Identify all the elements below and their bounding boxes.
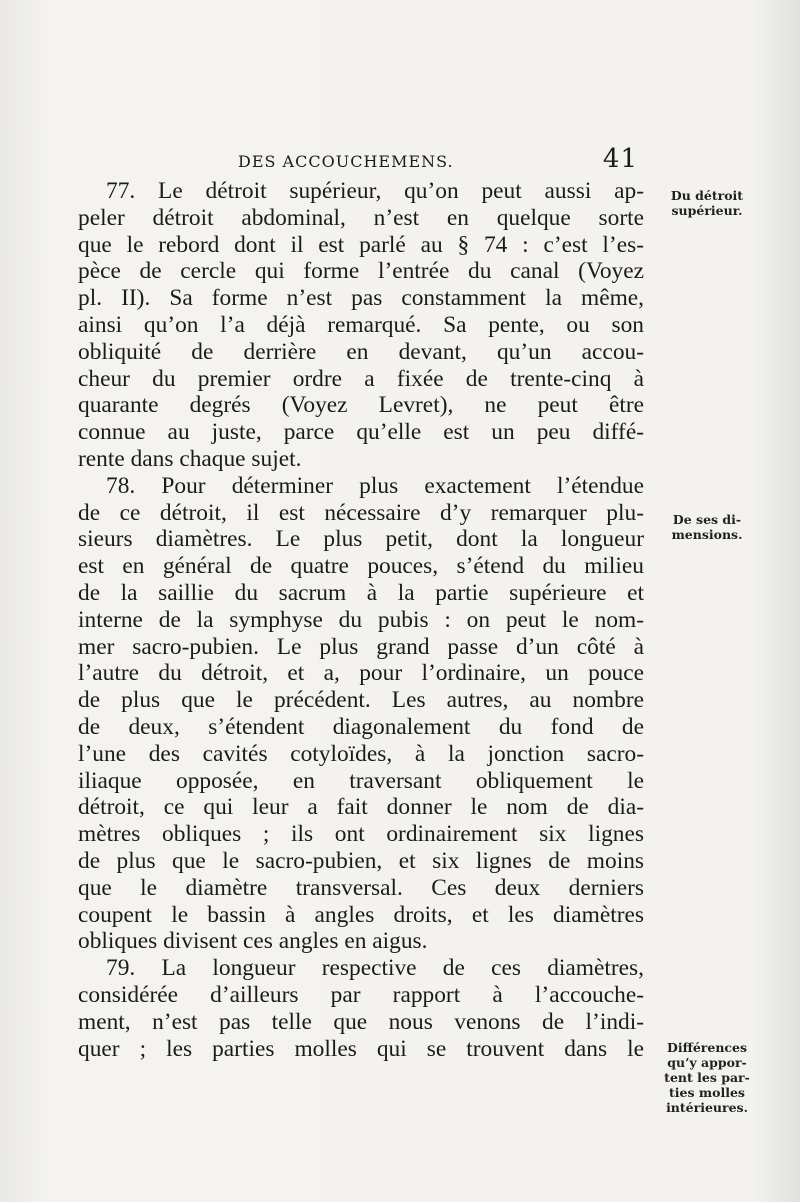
margin-note-line: supérieur. [671, 203, 743, 218]
text-line: de plus que le précédent. Les autres, au nombre [78, 687, 644, 714]
text-line: coupent le bassin à angles droits, et les diamètres [78, 901, 644, 928]
page-header [238, 146, 638, 180]
margin-note-line: De ses di- [672, 512, 742, 527]
text-line: de ce détroit, il est nécessaire d’y remarquer plu- [78, 499, 644, 526]
text-line: de deux, s’étendent diagonalement du fond de [78, 713, 644, 740]
margin-note-line: mensions. [671, 527, 743, 542]
text-line: ainsi qu’on l’a déjà remarqué. Sa pente, ou son [78, 311, 644, 338]
text-line: rente dans chaque sujet. [78, 445, 302, 472]
text-line: 79. La longueur respective de ces diamètres, [106, 955, 644, 982]
text-line: l’une des cavités cotyloïdes, à la jonction sacro- [78, 740, 644, 767]
text-line: interne de la symphyse du pubis : on peut le nom- [78, 606, 644, 633]
text-line: que le rebord dont il est parlé au § 74 : c’est l’es- [78, 231, 644, 258]
text-line: obliquité de derrière en devant, qu’un accou- [78, 338, 644, 365]
text-line: ment, n’est pas telle que nous venons de l’indi- [78, 1008, 644, 1035]
margin-note-line: qu’y appor- [667, 1055, 747, 1070]
margin-note-detroit-superieur [652, 188, 762, 218]
body-text [78, 178, 644, 1062]
text-line: iliaque opposée, en traversant obliquement le [78, 767, 644, 794]
text-line: de la saillie du sacrum à la partie supérieure et [78, 579, 644, 606]
margin-note-line: Différences [666, 1040, 748, 1055]
text-line: pl. II). Sa forme n’est pas constamment la même, [78, 285, 644, 312]
margin-note-line: tent les par- [664, 1070, 750, 1085]
text-line: mètres obliques ; ils ont ordinairement six lignes [78, 821, 644, 848]
text-line: sieurs diamètres. Le plus petit, dont la longueur [78, 526, 644, 553]
text-line: l’autre du détroit, et a, pour l’ordinaire, un pouce [78, 660, 644, 687]
text-line: cheur du premier ordre a fixée de trente-cinq à [78, 365, 644, 392]
text-line: quer ; les parties molles qui se trouvent dans le [78, 1035, 644, 1062]
margin-note-line: Du détroit [670, 188, 744, 203]
page-number: 41 [602, 144, 638, 174]
text-line: peler détroit abdominal, n’est en quelque sorte [78, 204, 644, 231]
text-line: pèce de cercle qui forme l’entrée du canal (Voyez [78, 258, 644, 285]
text-line: de plus que le sacro-pubien, et six lignes de moins [78, 847, 644, 874]
text-line: obliques divisent ces angles en aigus. [78, 928, 428, 955]
text-line: 77. Le détroit supérieur, qu’on peut aussi ap- [106, 178, 644, 204]
margin-note-line: ties molles [669, 1085, 745, 1100]
margin-note-dimensions [652, 512, 762, 542]
text-line: 78. Pour déterminer plus exactement l’étendue [106, 472, 644, 499]
text-line: connue au juste, parce qu’elle est un peu diffé- [78, 419, 644, 446]
text-line: considérée d’ailleurs par rapport à l’accouche- [78, 981, 644, 1008]
text-line: est en général de quatre pouces, s’étend du milieu [78, 553, 644, 580]
margin-note-line: intérieures. [666, 1100, 748, 1115]
margin-note-differences [652, 1040, 762, 1115]
text-line: mer sacro-pubien. Le plus grand passe d’un côté à [78, 633, 644, 660]
running-title: DES ACCOUCHEMENS. [238, 152, 454, 171]
text-line: que le diamètre transversal. Ces deux derniers [78, 874, 644, 901]
text-line: quarante degrés (Voyez Levret), ne peut être [78, 392, 644, 419]
text-line: détroit, ce qui leur a fait donner le nom de dia- [78, 794, 644, 821]
